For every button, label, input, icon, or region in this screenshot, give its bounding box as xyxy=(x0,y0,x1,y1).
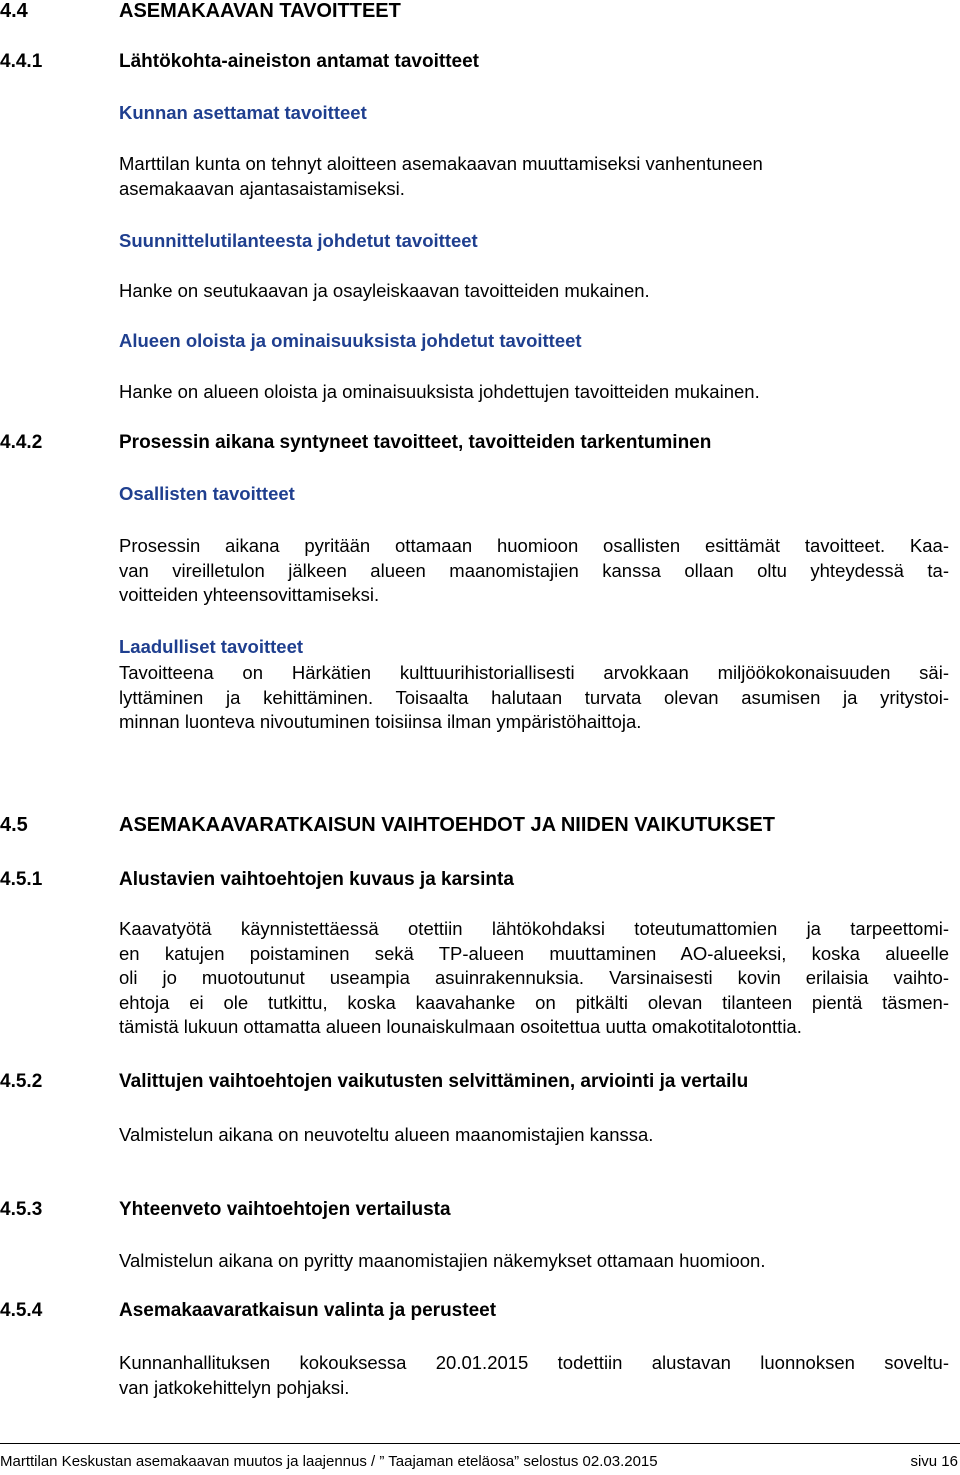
text-line: lyttäminen ja kehittäminen. Toisaalta halutaan turvata olevan asumisen ja yritystoi- xyxy=(119,686,949,708)
footer-divider xyxy=(0,1443,960,1444)
text-line: van jatkokehittelyn pohjaksi. xyxy=(119,1376,350,1398)
section-number-4-4-2: 4.4.2 xyxy=(0,432,43,453)
text-line: Kunnanhallituksen kokouksessa 20.01.2015 todettiin alustavan luonnoksen soveltu- xyxy=(119,1352,949,1373)
text-line: van vireilletulon jälkeen alueen maanomistajien kanssa ollaan oltu yhteydessä ta- xyxy=(119,559,949,581)
text-line: ehtoja ei ole tutkittu, koska kaavahanke on pitkälti olevan tilanteen pientä täsmen- xyxy=(119,991,949,1013)
section-heading-4-4-1: Lähtökohta-aineiston antamat tavoitteet xyxy=(119,51,479,72)
section-number-4-5-1: 4.5.1 xyxy=(0,869,43,890)
paragraph-yhteenveto: Valmistelun aikana on pyritty maanomistajien näkemykset ottamaan huomioon. xyxy=(119,1250,766,1271)
paragraph-valinta-perusteet xyxy=(119,1351,949,1400)
subheading-suunnittelutilanne: Suunnittelutilanteesta johdetut tavoitteet xyxy=(119,230,478,251)
section-heading-4-5-3: Yhteenveto vaihtoehtojen vertailusta xyxy=(119,1199,451,1220)
paragraph-suunnittelutilanne: Hanke on seutukaavan ja osayleiskaavan tavoitteiden mukainen. xyxy=(119,280,650,301)
footer-page-number: sivu 16 xyxy=(910,1453,958,1470)
text-line: minnan luonteva nivoutuminen toisiinsa ilman ympäristöhaittoja. xyxy=(119,711,642,732)
subheading-laadulliset-tavoitteet: Laadulliset tavoitteet xyxy=(119,636,304,657)
section-heading-4-4-2: Prosessin aikana syntyneet tavoitteet, tavoitteiden tarkentuminen xyxy=(119,432,712,453)
text-line: Kaavatyötä käynnistettäessä otettiin lähtökohdaksi toteutumattomien ja tarpeettomi- xyxy=(119,918,949,939)
text-line: tämistä lukuun ottamatta alueen lounaiskulmaan osoitettua uutta omakotitalotonttia. xyxy=(119,1016,802,1037)
section-number-4-5-3: 4.5.3 xyxy=(0,1199,43,1220)
subheading-kunnan-tavoitteet: Kunnan asettamat tavoitteet xyxy=(119,102,367,123)
section-heading-4-5-1: Alustavien vaihtoehtojen kuvaus ja karsinta xyxy=(119,869,514,890)
text-line: Tavoitteena on Härkätien kulttuurihistoriallisesti arvokkaan miljöökokonaisuuden säi- xyxy=(119,662,949,683)
section-heading-4-5-2: Valittujen vaihtoehtojen vaikutusten selvittäminen, arviointi ja vertailu xyxy=(119,1071,749,1092)
subheading-alueen-oloista: Alueen oloista ja ominaisuuksista johdetut tavoitteet xyxy=(119,330,582,351)
paragraph-alueen-oloista: Hanke on alueen oloista ja ominaisuuksista johdettujen tavoitteiden mukainen. xyxy=(119,381,760,402)
text-line: asemakaavan ajantasaistamiseksi. xyxy=(119,177,405,199)
text-line: Marttilan kunta on tehnyt aloitteen asemakaavan muuttamiseksi vanhentuneen xyxy=(119,153,763,174)
text-line: voitteiden yhteensovittamiseksi. xyxy=(119,584,380,605)
text-line: en katujen poistaminen sekä TP-alueen muuttaminen AO-alueeksi, koska alueelle xyxy=(119,942,949,964)
section-number-4-4: 4.4 xyxy=(0,0,28,22)
text-line: Prosessin aikana pyritään ottamaan huomioon osallisten esittämät tavoitteet. Kaa- xyxy=(119,535,949,556)
paragraph-vaikutusten-selvittaminen: Valmistelun aikana on neuvoteltu alueen maanomistajien kanssa. xyxy=(119,1124,654,1145)
section-heading-4-5: ASEMAKAAVARATKAISUN VAIHTOEHDOT JA NIIDEN VAIKUTUKSET xyxy=(119,814,775,836)
paragraph-osallisten-tavoitteet xyxy=(119,534,949,608)
text-line: oli jo muotoutunut useampia asuinrakennuksia. Varsinaisesti kovin erilaisia vaihto- xyxy=(119,967,949,988)
subheading-osallisten-tavoitteet: Osallisten tavoitteet xyxy=(119,483,295,504)
section-heading-4-4: ASEMAKAAVAN TAVOITTEET xyxy=(119,0,401,22)
section-number-4-4-1: 4.4.1 xyxy=(0,51,43,72)
section-number-4-5-4: 4.5.4 xyxy=(0,1300,43,1321)
section-number-4-5: 4.5 xyxy=(0,814,28,836)
section-number-4-5-2: 4.5.2 xyxy=(0,1071,43,1092)
paragraph-alustavat-vaihtoehdot xyxy=(119,917,949,1040)
paragraph-kunnan-tavoitteet xyxy=(119,152,949,201)
paragraph-laadulliset-tavoitteet xyxy=(119,661,949,735)
footer-document-title: Marttilan Keskustan asemakaavan muutos ja laajennus / ” Taajaman eteläosa” selostus 02.03.2015 xyxy=(0,1453,658,1470)
section-heading-4-5-4: Asemakaavaratkaisun valinta ja perusteet xyxy=(119,1300,497,1321)
